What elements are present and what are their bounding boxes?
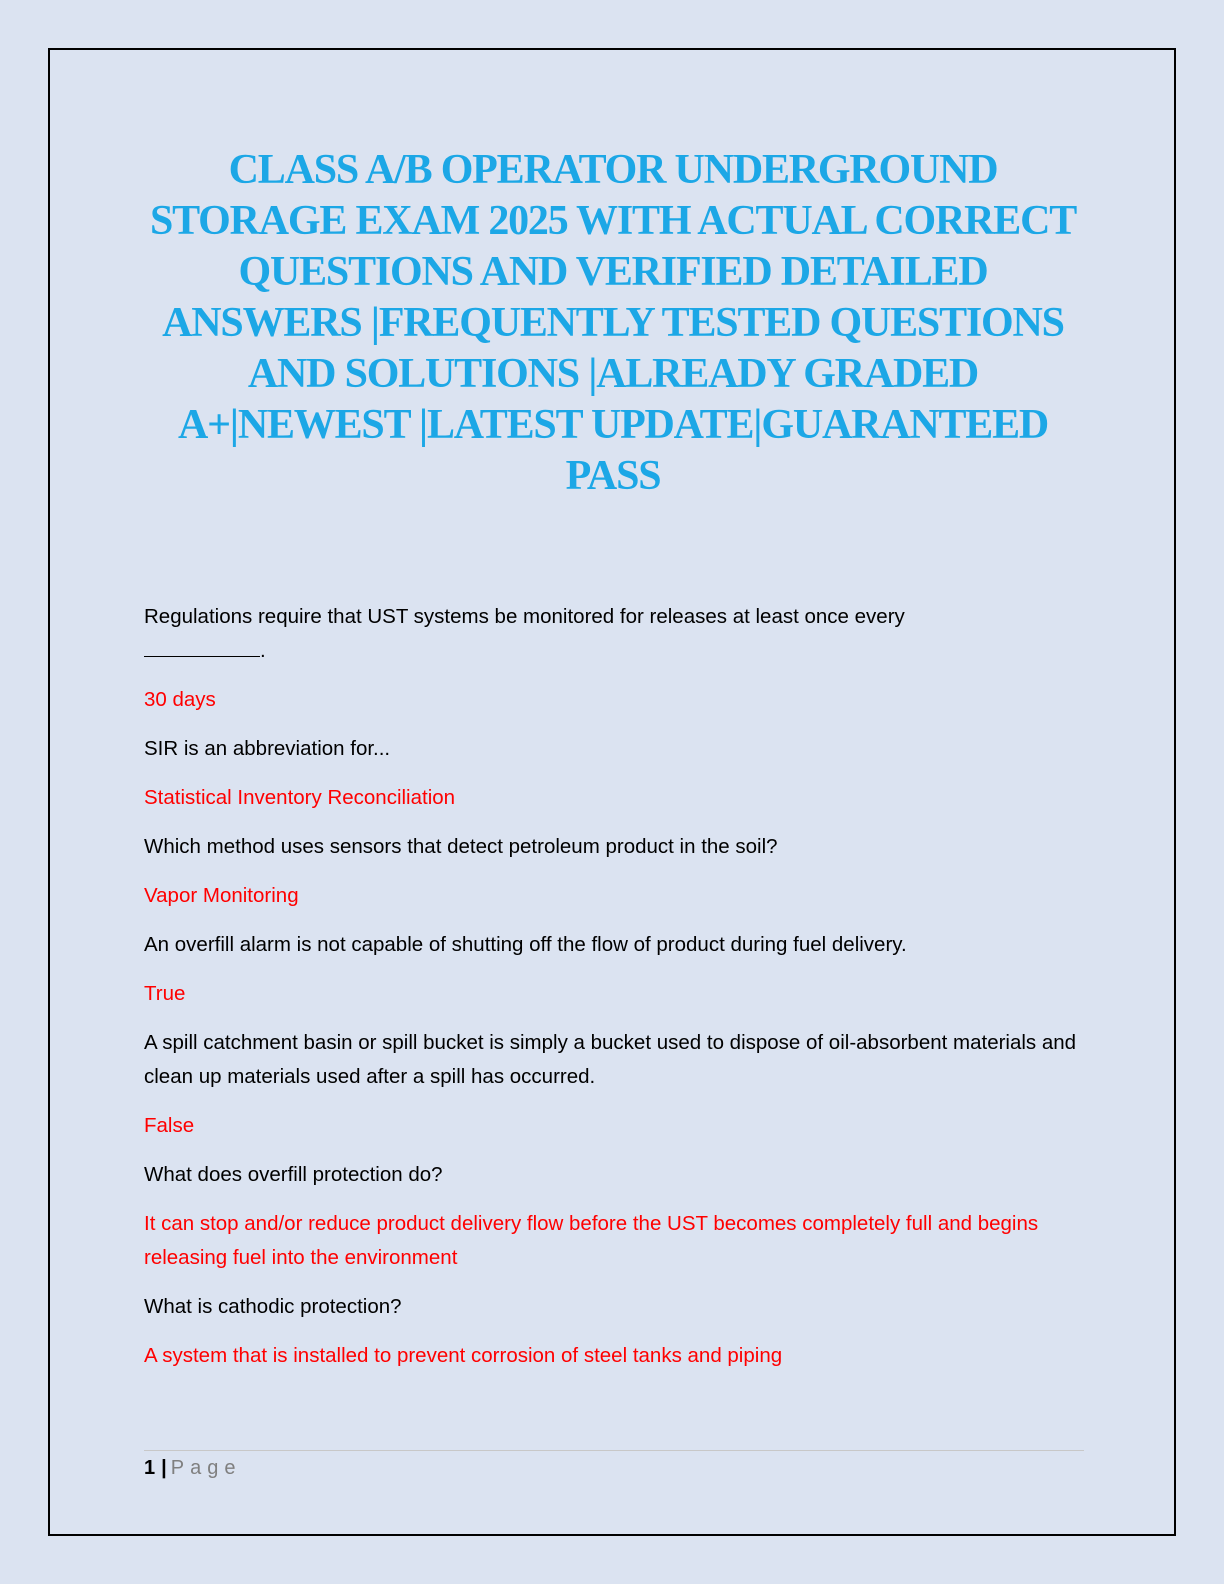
- answer-6: It can stop and/or reduce product delivery flow before the UST becomes completely full and begins releasing fuel into the environment: [144, 1212, 1039, 1269]
- page-footer: [144, 1453, 241, 1483]
- page-number: 1: [144, 1457, 156, 1479]
- question-4: An overfill alarm is not capable of shutting off the flow of product during fuel delivery.: [144, 933, 907, 956]
- footer-divider: [144, 1450, 1084, 1451]
- answer-5: False: [144, 1114, 195, 1137]
- answer-3: Vapor Monitoring: [144, 884, 299, 907]
- document-title: CLASS A/B OPERATOR UNDERGROUND STORAGE EXAM 2025 WITH ACTUAL CORRECT QUESTIONS AND VERIFIED DETAILED ANSWERS |FREQUENTLY TESTED QUESTIONS AND SOLUTIONS |ALREADY GRADED A+|NEWEST |LATEST UPDATE|GUARANTEED PASS: [149, 147, 1077, 499]
- question-2: SIR is an abbreviation for...: [144, 737, 391, 760]
- answer-1: 30 days: [144, 688, 216, 711]
- question-6: What does overfill protection do?: [144, 1163, 443, 1186]
- question-3: Which method uses sensors that detect petroleum product in the soil?: [144, 835, 778, 858]
- question-5: A spill catchment basin or spill bucket is simply a bucket used to dispose of oil-absorbent materials and clean up materials used after a spill has occurred.: [144, 1031, 1077, 1088]
- question-1-text: Regulations require that UST systems be monitored for releases at least once every: [144, 605, 905, 628]
- qa-list: [144, 600, 1094, 1388]
- question-1-suffix: .: [260, 639, 266, 662]
- question-1: [144, 600, 1094, 668]
- question-7: What is cathodic protection?: [144, 1295, 402, 1318]
- answer-blank: [144, 636, 260, 657]
- answer-4: True: [144, 982, 186, 1005]
- answer-7: A system that is installed to prevent corrosion of steel tanks and piping: [144, 1344, 783, 1367]
- page-label: Page: [170, 1457, 242, 1479]
- answer-2: Statistical Inventory Reconciliation: [144, 786, 456, 809]
- footer-separator: |: [161, 1457, 167, 1479]
